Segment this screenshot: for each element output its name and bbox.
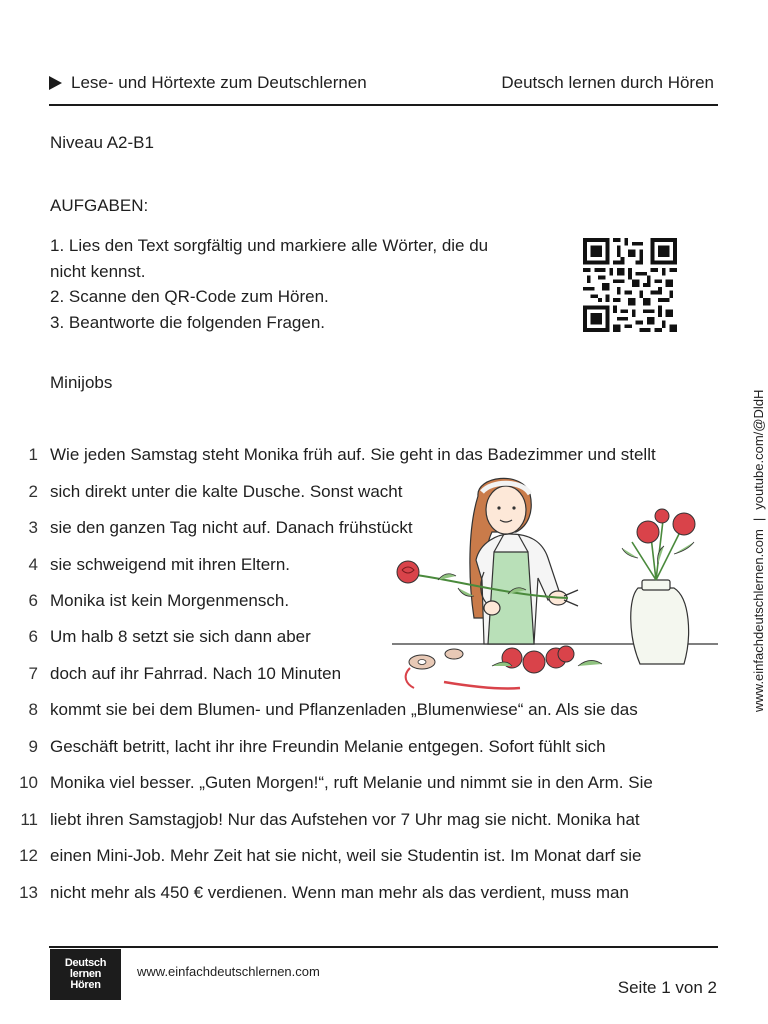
line-text: Monika viel besser. „Guten Morgen!“, ruft Melanie und nimmt sie in den Arm. Sie [50,773,653,792]
line-number: 3 [28,518,38,537]
line-text: Geschäft betritt, lacht ihr ihre Freundin Melanie entgegen. Sofort fühlt sich [50,737,606,756]
header-series-label: Lese- und Hörtexte zum Deutschlernen [71,73,367,92]
tasks-heading: AUFGABEN: [50,196,149,215]
logo-word: Hören [70,979,101,991]
header-tagline: Deutsch lernen durch Hören [501,73,714,92]
task-list [50,233,550,335]
qr-code[interactable] [580,238,680,332]
footer-divider [49,946,718,948]
line-number: 13 [19,883,38,902]
line-text: Monika ist kein Morgenmensch. [50,591,290,610]
story-title: Minijobs [50,373,113,392]
line-text: Um halb 8 setzt sie sich dann aber [50,627,311,646]
line-number: 8 [28,700,38,719]
line-number: 1 [28,445,38,464]
line-number: 7 [28,664,38,683]
page-number: Seite 1 von 2 [617,978,717,997]
task-item: 3. Beantworte die folgenden Fragen. [50,312,326,332]
line-text: nicht mehr als 450 € verdienen. Wenn man mehr als das verdient, muss man [50,883,629,902]
logo-word: Deutsch [64,957,107,969]
line-number: 11 [20,810,38,829]
task-item: 2. Scanne den QR-Code zum Hören. [50,287,329,306]
line-text: liebt ihren Samstagjob! Nur das Aufstehen vor 7 Uhr mag sie nicht. Monika hat [50,810,640,829]
line-number: 6 [28,591,38,610]
line-number: 10 [19,773,38,792]
line-number: 6 [28,627,38,646]
line-text: kommt sie bei dem Blumen- und Pflanzenladen „Blumenwiese“ an. Als sie das [50,700,638,719]
line-number: 12 [19,846,38,865]
line-text: sich direkt unter die kalte Dusche. Sonst wacht [50,482,403,501]
line-number: 4 [28,555,38,574]
line-text: sie den ganzen Tag nicht auf. Danach frühstückt [50,518,413,537]
brand-logo [50,949,121,1000]
level-label: Niveau A2-B1 [50,133,154,152]
line-number: 2 [28,482,38,501]
side-youtube-link[interactable]: youtube.com/@DldH [751,389,766,510]
header-divider [49,104,718,106]
side-separator: | [751,517,766,522]
florist-illustration [388,468,724,702]
task-item: 1. Lies den Text sorgfältig und markiere alle Wörter, die du [50,236,489,255]
line-text: doch auf ihr Fahrrad. Nach 10 Minuten [50,664,342,683]
header-series [49,73,367,93]
line-text: Wie jeden Samstag steht Monika früh auf. Sie geht in das Badezimmer und stellt [50,445,656,464]
play-arrow-icon [49,76,62,90]
line-number: 9 [28,737,38,756]
line-text: einen Mini-Job. Mehr Zeit hat sie nicht, weil sie Studentin ist. Im Monat darf sie [50,846,642,865]
logo-word: lernen [69,968,102,980]
task-item: nicht kennst. [50,261,146,281]
side-credits [751,390,766,712]
footer-website-link[interactable]: www.einfachdeutschlernen.com [137,964,320,979]
line-text: sie schweigend mit ihren Eltern. [50,555,291,574]
side-site-link[interactable]: www.einfachdeutschlernen.com [751,529,766,712]
